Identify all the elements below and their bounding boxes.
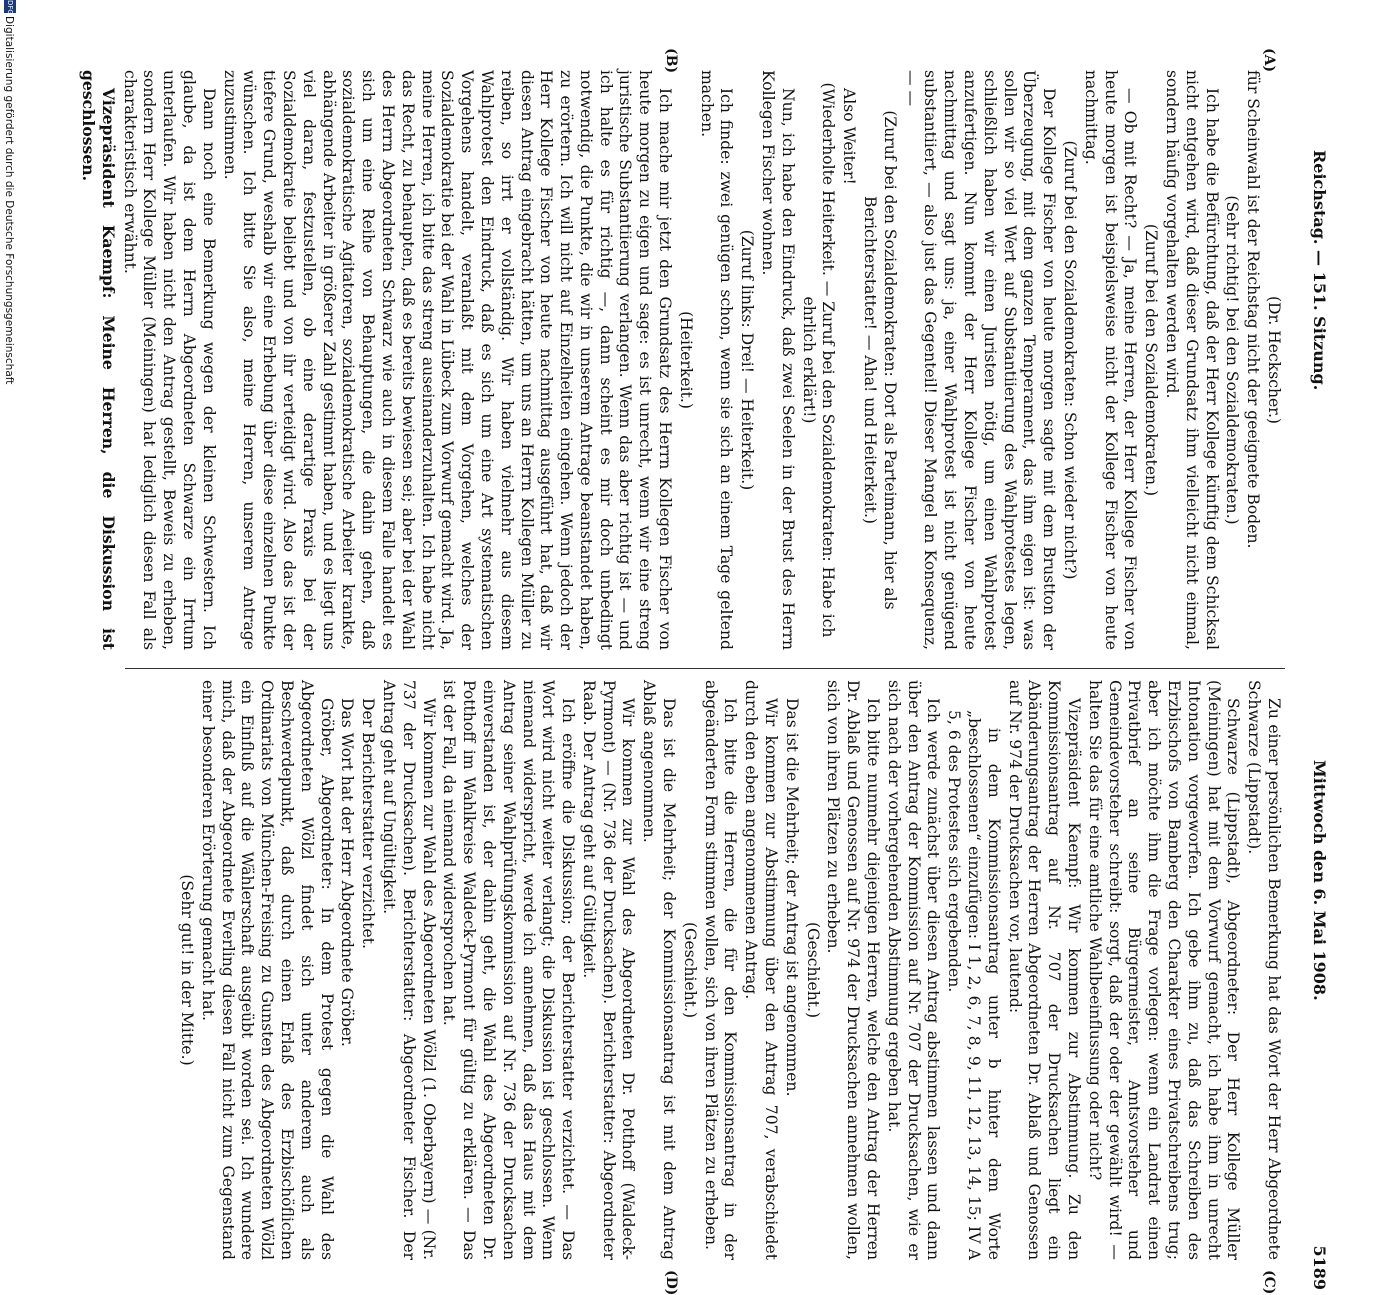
- interjection: (Geschieht.): [803, 921, 822, 1019]
- paragraph: Vizepräsident Kaempf: Wir kommen zur Abstimmung. Zu den Kommissionsantrag auf Nr. 707 der Drucksachen liegt ein Abänderungsantrag der Herren Abgeordneten Dr. Ablaß und Genossen auf Nr. 974 der Drucksachen vor, lautend:: [1005, 680, 1084, 1260]
- interjection: (Sehr gut! in der Mitte.): [177, 874, 196, 1066]
- header-title: Reichstag. — 151. Sitzung.: [1310, 150, 1329, 391]
- paragraph: Ich finde: zwei genügen schon, wenn sie sich an einem Tage geltend machen.: [697, 70, 736, 650]
- interjection: (Sehr richtig! bei den Sozialdemokraten.): [1223, 195, 1242, 525]
- page-content: [59, 48, 1329, 1295]
- interjection: (Zuruf bei den Sozialdemokraten: Schon wieder nicht?): [1061, 140, 1080, 580]
- margin-marker-a: (A): [1261, 48, 1277, 73]
- paragraph: Also Weiter!: [840, 88, 859, 185]
- left-column: [77, 70, 1283, 650]
- margin-marker-b: (B): [663, 48, 679, 74]
- right-column: [175, 680, 1283, 1260]
- paragraph: Vizepräsident Kaempf: Meine Herren, die Diskussion ist geschlossen.: [78, 70, 118, 650]
- margin-marker-c: (C): [1261, 1270, 1277, 1295]
- header-date: Mittwoch den 6. Mai 1908.: [1310, 760, 1329, 1001]
- paragraph: Der Kollege Fischer von heute morgen sagte mit dem Brustton der Überzeugung, mit dem ganzen Temperament, das ihm eigen ist: was sollen wir so viel Wert auf Substantiierung des Wahlprotestes legen, schließlich haben wir einen Juristen nötig, um einen Wahlprotest anzufertigen. Nun kommt der Herr Kollege Fischer von heute nachmittag und sagt uns: ja, einer Wahlprotest ist nicht genügend substantiiert, — also just das Gegenteil! Dieser Mangel an Konsequenz, — —: [901, 70, 1059, 650]
- paragraph: Das ist die Mehrheit; der Antrag ist angenommen.: [782, 698, 801, 1097]
- paragraph: Nun, ich habe den Eindruck, daß zwei Seelen in der Brust des Herrn Kollegen Fischer wohnen.: [759, 70, 797, 650]
- page-number: 5189: [1310, 1245, 1329, 1290]
- paragraph: — Ob mit Recht? — Ja, meine Herren, der Herr Kollege Fischer von heute morgen ist beispielsweise nicht der Kollege Fischer von heute nachmittag.: [1081, 70, 1140, 650]
- page-header: [1301, 70, 1329, 1290]
- interjection: (Zuruf bei den Sozialdemokraten.): [1142, 223, 1161, 497]
- margin-marker-d: (D): [663, 1270, 679, 1295]
- column-divider: [125, 668, 1285, 669]
- paragraph: Ich habe die Befürchtung, daß der Herr Kollege künftig dem Schicksal nicht entgehen wird, daß dieser Grundsatz ihm vielleicht nicht einmal, sondern häufig vorgehalten werden wird.: [1163, 70, 1221, 650]
- paragraph: Wir kommen zur Wahl des Abgeordneten Dr. Potthoff (Waldeck-Pyrmont) — (Nr. 736 der Drucksachen). Berichterstatter: Abgeordneter Raab. Der Antrag geht auf Gültigkeit.: [579, 680, 638, 1260]
- speaker-note: (Dr. Heckscher.): [1265, 295, 1283, 425]
- paragraph: Wir kommen zur Abstimmung über den Antrag 707, verabschiedet durch den eben angenommenen Antrag.: [742, 680, 781, 1260]
- paragraph: Zu einer persönlichen Bemerkung hat das Wort der Herr Abgeordnete Schwarze (Lippstadt).: [1245, 680, 1283, 1260]
- paragraph: Der Berichterstatter verzichtet.: [359, 698, 378, 949]
- paragraph: Schwarze (Lippstadt), Abgeordneter: Der Herr Kollege Müller (Meiningen) hat mit dem Vorwurf gemacht, ich habe ihm in unrecht Intonation vorgeworfen. Ich gebe ihm zu, daß das Schreiben des Erzbischofs von Bamberg den Charakter eines Privatschreibens trug; aber ich möchte ihm die Frage vorlegen: wenn ein Landrat einen Privatbrief an seine Bürgermeister, Amtsvorsteher und Gemeindevorsteher schreibt: sorgt, daß der oder der gewählt wird! — halten Sie das für eine amtliche Wahlbeeinflussung oder nicht?: [1085, 680, 1243, 1260]
- interjection: (Zuruf links: Drei! — Heiterkeit.): [738, 229, 757, 491]
- paragraph: Das Wort hat der Herr Abgeordnete Gröber.: [338, 698, 357, 1047]
- paragraph: Wir kommen zur Wahl des Abgeordneten Wölzl (1. Oberbayern) — (Nr. 737 der Drucksachen). Berichterstatter: Abgeordneter Fischer. Der Antrag geht auf Ungültigkeit.: [379, 680, 438, 1260]
- paragraph: Dann noch eine Bemerkung wegen der kleinen Schwestern. Ich glaube, da ist dem Herrn Abgeordneten Schwarze ein Irrtum unterlaufen. Wir haben nicht den Antrag gestellt, Beweis zu erheben, sondern Herr Kollege Müller (Meiningen) hat lediglich diesen Fall als charakteristisch erwähnt.: [120, 70, 218, 650]
- paragraph: Ich werde zunächst über diesen Antrag abstimmen lassen und dann über den Antrag der Kommission auf Nr. 707 der Drucksachen, wie er sich nach der vorhergehenden Abstimmung ergeben hat.: [884, 680, 943, 1260]
- interjection: (Wiederholte Heiterkeit. — Zuruf bei den Sozialdemokraten: Habe ich ehrlich erklärt!): [799, 82, 838, 638]
- dfg-logo: DFG: [6, 0, 14, 15]
- footer-text: Digitalisierung gefördert durch die Deutsche Forschungsgemeinschaft: [3, 16, 15, 385]
- paragraph: Ich bitte die Herren, die für den Kommissionsantrag in der abgeänderten Form stimmen wollen, sich von ihren Plätzen zu erheben.: [701, 680, 740, 1260]
- digitization-footer: [0, 0, 18, 1000]
- paragraph: Gröber, Abgeordneter: In dem Protest gegen die Wahl des Abgeordneten Wölzl findet sich unter anderem auch als Beschwerdepunkt, daß durch einen Erlaß des Erzbischöflichen Ordinariats von München-Freising zu Gunsten des Abgeordneten Wölzl ein Einfluß auf die Wählerschaft ausgeübt worden sei. Ich wundere mich, daß der Abgeordnete Everling diesen Fall nicht zum Gegenstand einer besonderen Erörterung gemacht hat.: [198, 680, 336, 1260]
- paragraph: Das ist die Mehrheit; der Kommissionsantrag ist mit dem Antrag Ablaß angenommen.: [640, 680, 679, 1260]
- interjection: (Geschieht.): [680, 921, 699, 1019]
- paragraph: Ich eröffne die Diskussion; der Berichterstatter verzichtet. — Das Wort wird nicht weiter verlangt; die Diskussion ist geschlossen. Wenn niemand widerspricht, werde ich annehmen, daß das Haus mit dem Antrag seiner Wahlprüfungskommission auf Nr. 736 der Drucksachen einverstanden ist, der dahin geht, die Wahl des Abgeordneten Dr. Potthoff im Wahlkreise Waldeck-Pyrmont für gültig zu erklären. — Das ist der Fall, da niemand widersprochen hat.: [440, 680, 578, 1260]
- paragraph: für Scheinwahl ist der Reichstag nicht der geeignete Boden.: [1244, 70, 1263, 549]
- paragraph: Ich bitte nunmehr diejenigen Herren, welche den Antrag der Herren Dr. Ablaß und Genossen auf Nr. 974 der Drucksachen annehmen wollen, sich von ihren Plätzen zu erheben.: [824, 680, 883, 1260]
- interjection: (Heiterkeit.): [676, 311, 695, 409]
- interjection: (Zuruf bei den Sozialdemokraten: Dort als Parteimann, hier als Berichterstatter! — Aha! und Heiterkeit.): [861, 110, 899, 610]
- quoted-amendment: in dem Kommissionsantrag unter b hinter dem Worte „beschlossenen“ einzufügen: I 1, 2, 6, 7, 8, 9, 11, 12, 13, 14, 15; IV A 5, 6 des Protestes sich ergebenden.: [945, 710, 1003, 1260]
- paragraph: Ich mache mir jetzt den Grundsatz des Herrn Kollegen Fischer von heute morgen zu eigen und sage: es ist unrecht, wenn wir eine streng juristische Substantiierung verlangen. Wenn das aber richtig ist — und ich halte es für richtig —, dann scheint es mir doch unbedingt notwendig, die Punkte, die wir in unserem Antrage beanstandet haben, zu erörtern. Ich will nicht auf Einzelheiten eingehen. Wenn jedoch der Herr Kollege Fischer von heute nachmittag ausgeführt hat, daß wir diesen Antrag eingebracht hätten, um uns an Herrn Kollegen Müller zu reiben, so irrt er vollständig. Wir haben vielmehr aus diesem Wahlprotest den Eindruck, daß es sich um eine Art systematischen Vorgehens handelt, veranlaßt mit dem Vorgehen, welches der Sozialdemokratie bei der Wahl in Lübeck zum Vorwurf gemacht wird. Ja, meine Herren, ich bitte das streng auseinanderzuhalten. Ich habe nicht das Recht, zu behaupten, daß es bereits bewiesen sei; aber bei der Wahl des Herrn Abgeordneten Schwarz wie auch in diesem Falle handelt es sich um eine Reihe von Behauptungen, die dahin gehen, daß sozialdemokratische Agitatoren, sozialdemokratische Arbeiter krankte, abhängende Arbeiter in größerer Zahl gestimmt haben, und es liegt uns viel daran, festzustellen, ob eine derartige Praxis bei der Sozialdemokratie beliebt und von ihr verteidigt wird. Also das ist der tiefere Grund, weshalb wir eine Erhebung über diese einzelnen Punkte wünschen. Ich bitte Sie also, meine Herren, unserem Antrage zuzustimmen.: [220, 70, 675, 650]
